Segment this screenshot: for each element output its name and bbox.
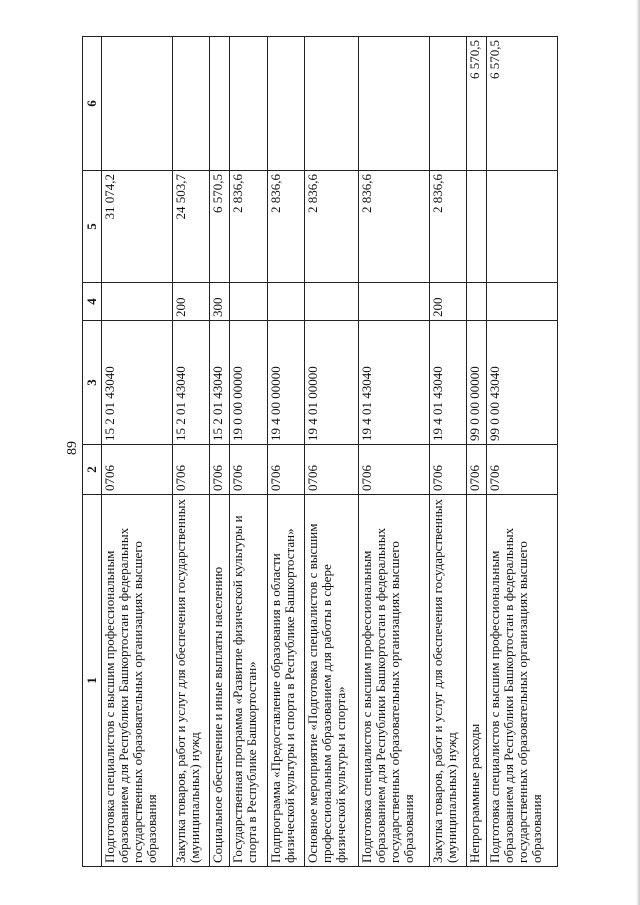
row-amount-col6 bbox=[230, 37, 267, 171]
row-amount-col6 bbox=[358, 37, 429, 171]
row-target-code: 19 4 01 43040 bbox=[429, 321, 466, 445]
table-row bbox=[429, 37, 466, 867]
row-target-code: 15 2 01 43040 bbox=[209, 321, 229, 445]
row-amount-col6: 6 570,5 bbox=[466, 37, 486, 171]
row-section: 0706 bbox=[466, 445, 486, 495]
scan-edge-shadow bbox=[636, 0, 640, 905]
row-amount-col6 bbox=[102, 37, 173, 171]
header-col-4: 4 bbox=[83, 283, 102, 321]
table-row bbox=[102, 37, 173, 867]
header-col-1: 1 bbox=[83, 495, 102, 867]
row-name: Государственная программа «Развитие физической культуры и спорта в Республике Башкортостан» bbox=[230, 495, 267, 867]
row-expense-type: 200 bbox=[429, 283, 466, 321]
row-expense-type bbox=[267, 283, 304, 321]
row-amount-col5 bbox=[466, 171, 486, 283]
table-row bbox=[487, 37, 558, 867]
row-target-code: 99 0 00 43040 bbox=[487, 321, 558, 445]
row-amount-col5: 2 836,6 bbox=[429, 171, 466, 283]
header-row bbox=[83, 37, 102, 867]
row-name: Социальное обеспечение и иные выплаты населению bbox=[209, 495, 229, 867]
row-target-code: 15 2 01 43040 bbox=[172, 321, 209, 445]
row-target-code: 19 4 01 00000 bbox=[304, 321, 358, 445]
row-name: Основное мероприятие «Подготовка специалистов с высшим профессиональным образованием для работы в сфере физической культуры и спорта» bbox=[304, 495, 358, 867]
row-expense-type bbox=[487, 283, 558, 321]
row-section: 0706 bbox=[267, 445, 304, 495]
row-name: Подготовка специалистов с высшим профессиональным образованием для Республики Башкортостан в федеральных государственных образовательных организациях высшего образования bbox=[358, 495, 429, 867]
row-amount-col6 bbox=[429, 37, 466, 171]
row-amount-col5: 2 836,6 bbox=[304, 171, 358, 283]
row-section: 0706 bbox=[102, 445, 173, 495]
table-row bbox=[267, 37, 304, 867]
row-expense-type: 200 bbox=[172, 283, 209, 321]
row-name: Подготовка специалистов с высшим профессиональным образованием для Республики Башкортостан в федеральных государственных образовательных организациях высшего образования bbox=[487, 495, 558, 867]
row-amount-col5: 31 074,2 bbox=[102, 171, 173, 283]
header-col-5: 5 bbox=[83, 171, 102, 283]
row-section: 0706 bbox=[209, 445, 229, 495]
row-amount-col6: 6 570,5 bbox=[487, 37, 558, 171]
row-section: 0706 bbox=[358, 445, 429, 495]
row-target-code: 19 4 01 43040 bbox=[358, 321, 429, 445]
row-section: 0706 bbox=[429, 445, 466, 495]
row-name: Непрограммные расходы bbox=[466, 495, 486, 867]
table-row bbox=[358, 37, 429, 867]
header-col-6: 6 bbox=[83, 37, 102, 171]
row-amount-col6 bbox=[304, 37, 358, 171]
budget-table bbox=[82, 36, 558, 867]
row-amount-col5 bbox=[487, 171, 558, 283]
header-col-3: 3 bbox=[83, 321, 102, 445]
row-expense-type bbox=[358, 283, 429, 321]
row-expense-type: 300 bbox=[209, 283, 229, 321]
table-row bbox=[304, 37, 358, 867]
row-amount-col6 bbox=[209, 37, 229, 171]
row-section: 0706 bbox=[230, 445, 267, 495]
row-expense-type bbox=[466, 283, 486, 321]
row-target-code: 15 2 01 43040 bbox=[102, 321, 173, 445]
table-row bbox=[209, 37, 229, 867]
row-name: Подпрограмма «Предоставление образования в области физической культуры и спорта в Республике Башкортостан» bbox=[267, 495, 304, 867]
row-expense-type bbox=[230, 283, 267, 321]
row-name: Закупка товаров, работ и услуг для обеспечения государственных (муниципальных) нужд bbox=[172, 495, 209, 867]
row-amount-col5: 2 836,6 bbox=[230, 171, 267, 283]
row-name: Закупка товаров, работ и услуг для обеспечения государственных (муниципальных) нужд bbox=[429, 495, 466, 867]
row-target-code: 19 4 00 00000 bbox=[267, 321, 304, 445]
row-name: Подготовка специалистов с высшим профессиональным образованием для Республики Башкортостан в федеральных государственных образовательных организациях высшего образования bbox=[102, 495, 173, 867]
page-number: 89 bbox=[65, 441, 80, 455]
row-section: 0706 bbox=[487, 445, 558, 495]
row-amount-col6 bbox=[172, 37, 209, 171]
row-target-code: 19 0 00 00000 bbox=[230, 321, 267, 445]
row-section: 0706 bbox=[172, 445, 209, 495]
row-amount-col5: 2 836,6 bbox=[358, 171, 429, 283]
row-amount-col5: 6 570,5 bbox=[209, 171, 229, 283]
row-section: 0706 bbox=[304, 445, 358, 495]
row-expense-type bbox=[304, 283, 358, 321]
header-col-2: 2 bbox=[83, 445, 102, 495]
table-row bbox=[172, 37, 209, 867]
budget-table-container bbox=[82, 37, 558, 867]
row-amount-col5: 2 836,6 bbox=[267, 171, 304, 283]
row-expense-type bbox=[102, 283, 173, 321]
row-amount-col5: 24 503,7 bbox=[172, 171, 209, 283]
row-amount-col6 bbox=[267, 37, 304, 171]
table-row bbox=[230, 37, 267, 867]
row-target-code: 99 0 00 00000 bbox=[466, 321, 486, 445]
table-row bbox=[466, 37, 486, 867]
